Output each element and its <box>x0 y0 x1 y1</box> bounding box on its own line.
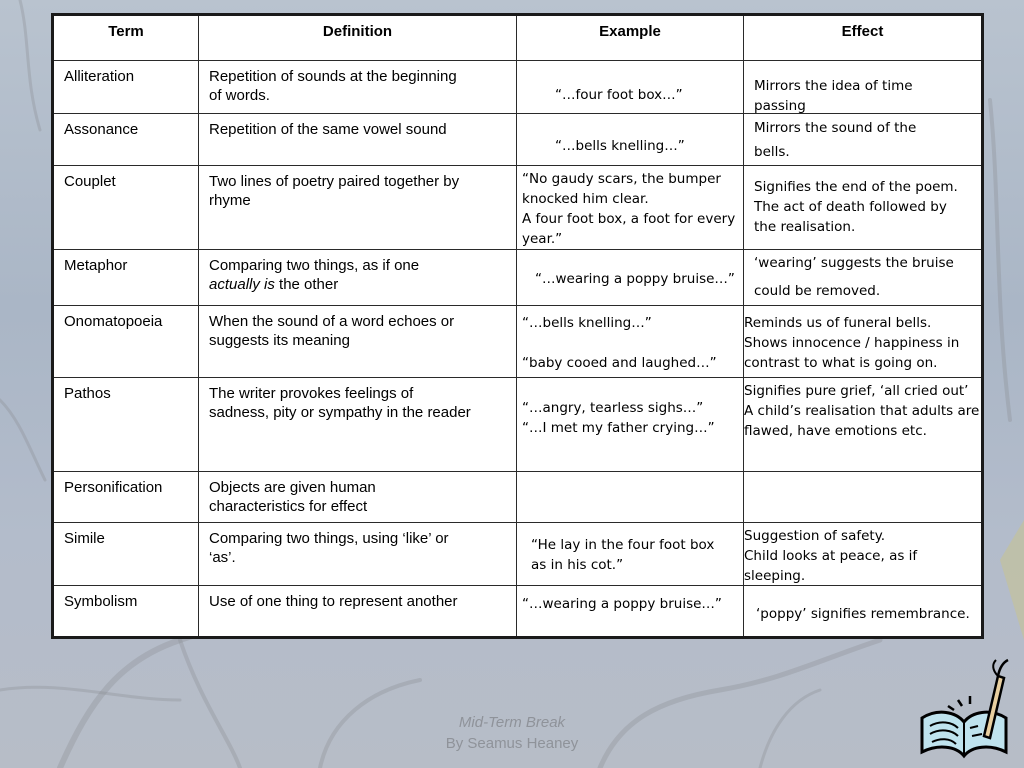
definition-cell: Repetition of sounds at the beginning of words. <box>199 61 517 114</box>
header-effect: Effect <box>744 15 983 61</box>
effect-cell: Mirrors the idea of time passing <box>744 61 983 114</box>
header-definition: Definition <box>199 15 517 61</box>
example-cell: “…bells knelling…” <box>517 114 744 166</box>
table-row <box>53 523 983 586</box>
literary-terms-table <box>51 13 984 639</box>
effect-cell: ‘wearing’ suggests the bruise could be removed. <box>744 250 983 306</box>
term-cell: Alliteration <box>53 61 199 114</box>
effect-cell: Signifies pure grief, ‘all cried out’ A child’s realisation that adults are flawed, have emotions etc. <box>744 378 983 472</box>
term-cell: Pathos <box>53 378 199 472</box>
example-cell: “…angry, tearless sighs…” “…I met my father crying…” <box>517 378 744 472</box>
effect-cell: Signifies the end of the poem. The act of death followed by the realisation. <box>744 166 983 250</box>
table-row <box>53 114 983 166</box>
term-cell: Symbolism <box>53 586 199 638</box>
poem-author: By Seamus Heaney <box>445 735 579 752</box>
book-and-quill-icon <box>918 656 1010 764</box>
table-row <box>53 586 983 638</box>
example-cell: “…bells knelling…” “baby cooed and laughed…” <box>517 306 744 378</box>
definition-cell: Use of one thing to represent another <box>199 586 517 638</box>
example-cell <box>517 472 744 523</box>
header-example: Example <box>517 15 744 61</box>
definition-cell: Two lines of poetry paired together by rhyme <box>199 166 517 250</box>
effect-cell: ‘poppy’ signifies remembrance. <box>744 586 983 638</box>
example-cell: “…wearing a poppy bruise…” <box>517 586 744 638</box>
definition-cell: Comparing two things, as if one actually is the other <box>199 250 517 306</box>
table-row <box>53 166 983 250</box>
example-cell: “No gaudy scars, the bumper knocked him clear. A four foot box, a foot for every year.” <box>517 166 744 250</box>
effect-cell: Reminds us of funeral bells. Shows innocence / happiness in contrast to what is going on. <box>744 306 983 378</box>
header-term: Term <box>53 15 199 61</box>
term-cell: Onomatopoeia <box>53 306 199 378</box>
term-cell: Simile <box>53 523 199 586</box>
effect-cell: Suggestion of safety. Child looks at peace, as if sleeping. <box>744 523 983 586</box>
table-row <box>53 472 983 523</box>
example-cell: “…four foot box…” <box>517 61 744 114</box>
term-cell: Personification <box>53 472 199 523</box>
definition-cell: Objects are given human characteristics for effect <box>199 472 517 523</box>
example-cell: “…wearing a poppy bruise…” <box>517 250 744 306</box>
table-row <box>53 306 983 378</box>
table-row <box>53 61 983 114</box>
term-cell: Metaphor <box>53 250 199 306</box>
term-cell: Assonance <box>53 114 199 166</box>
table-row <box>53 250 983 306</box>
poem-title: Mid-Term Break <box>458 714 566 731</box>
definition-cell: Comparing two things, using ‘like’ or ‘as’. <box>199 523 517 586</box>
definition-cell: Repetition of the same vowel sound <box>199 114 517 166</box>
definition-cell: When the sound of a word echoes or suggests its meaning <box>199 306 517 378</box>
definition-cell: The writer provokes feelings of sadness, pity or sympathy in the reader <box>199 378 517 472</box>
header-row <box>53 15 983 61</box>
table-row <box>53 378 983 472</box>
term-cell: Couplet <box>53 166 199 250</box>
effect-cell: Mirrors the sound of the bells. <box>744 114 983 166</box>
effect-cell <box>744 472 983 523</box>
example-cell: “He lay in the four foot box as in his cot.” <box>517 523 744 586</box>
